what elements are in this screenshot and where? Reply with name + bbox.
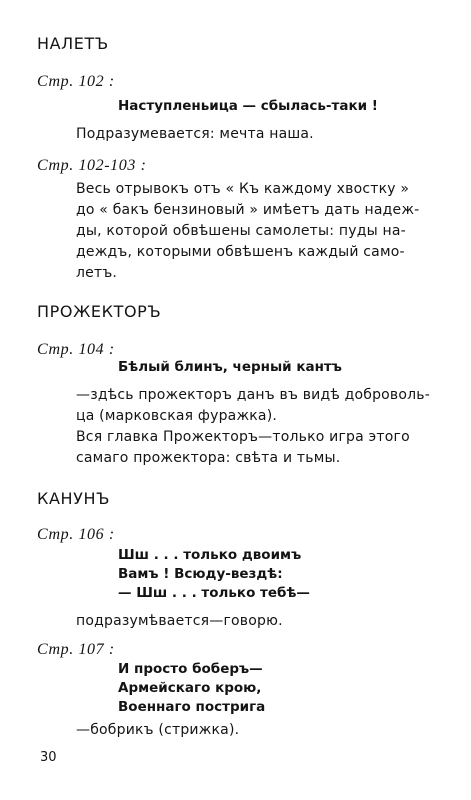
page-reference: Стр. 102 : [37,73,115,90]
page-reference: Стр. 104 : [37,341,115,358]
page-reference: Стр. 102-103 : [37,157,147,174]
quoted-line: Вамъ ! Всюду-вездѣ: [118,566,283,582]
commentary-line: —бобрикъ (стрижка). [76,722,240,738]
quoted-line: Шш . . . только двоимъ [118,547,302,563]
quoted-line: И просто боберъ— [118,661,263,677]
commentary-line: —здѣсь прожекторъ данъ въ видѣ доброволь- [76,387,430,403]
quoted-line: Армейскагo крою, [118,680,262,696]
commentary-line: ца (марковская фуражка). [76,408,278,424]
commentary-line: подразумѣвается—говорю. [76,613,283,629]
commentary-line: деждъ, которыми обвѣшенъ каждый само- [76,244,405,260]
section-heading-nalet: НАЛЕТЪ [37,34,109,53]
quoted-line: Бѣлый блинъ, черный кантъ [118,359,342,375]
commentary-line: Подразумевается: мечта наша. [76,126,314,142]
commentary-line: самаго прожектора: свѣта и тьмы. [76,450,341,466]
quoted-line: — Шш . . . только тебѣ— [118,585,310,601]
commentary-line: ды, которой обвѣшены самолеты: пуды на- [76,223,406,239]
commentary-line: до « бакъ бензиновый » имѣетъ дать надеж- [76,202,420,218]
quoted-line: Военнаго пострига [118,699,266,715]
commentary-line: летъ. [76,265,118,281]
section-heading-kanun: КАНУНЪ [37,489,111,508]
page-reference: Стр. 106 : [37,526,115,543]
commentary-line: Весь отрывокъ отъ « Къ каждому хвостку » [76,181,410,197]
section-heading-prozhektor: ПРОЖЕКТОРЪ [37,302,162,321]
commentary-line: Вся главка Прожекторъ—только игра этого [76,429,410,445]
page-reference: Стр. 107 : [37,641,115,658]
page-number: 30 [40,750,57,765]
quoted-line: Наступленьица — сбылась-таки ! [118,98,378,114]
